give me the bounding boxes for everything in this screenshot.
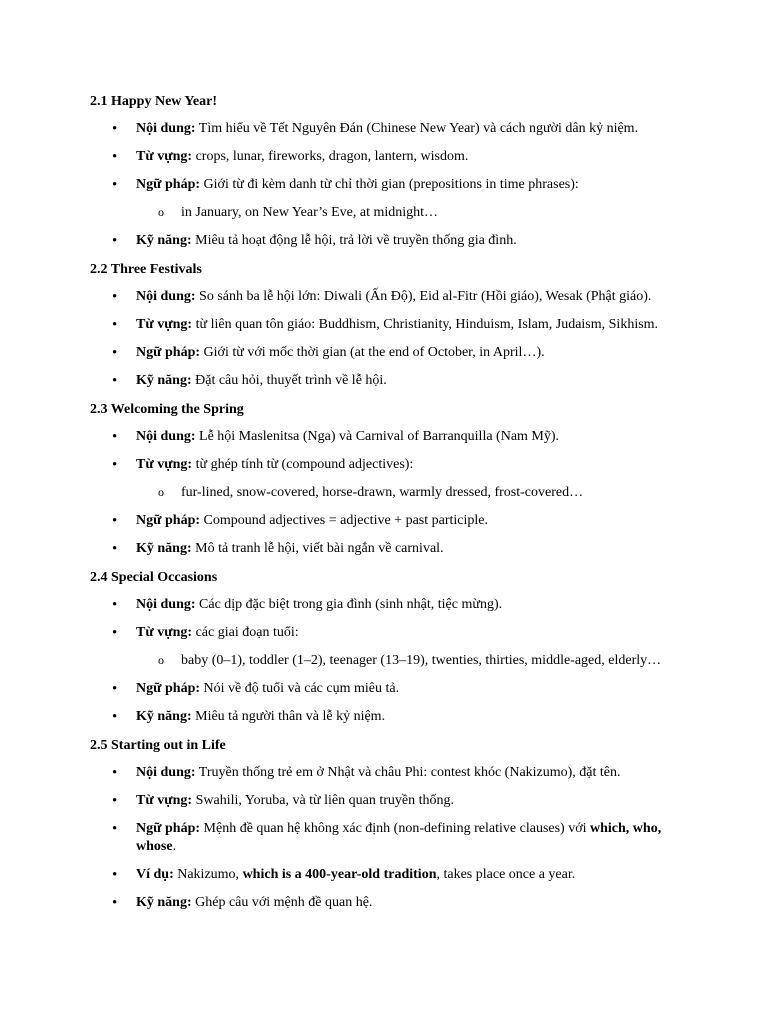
bullet-icon: • xyxy=(112,289,118,305)
section xyxy=(90,260,670,390)
item-label: Kỹ năng: xyxy=(136,541,192,556)
bullet-icon: • xyxy=(112,457,118,473)
list-item xyxy=(90,894,670,912)
bullet-icon: • xyxy=(112,121,118,137)
item-label: Từ vựng: xyxy=(136,625,193,640)
list-item xyxy=(90,344,670,362)
item-text: Compound adjectives = adjective + past participle. xyxy=(200,513,488,528)
list-item xyxy=(90,596,670,614)
sub-item-text: in January, on New Year’s Eve, at midnight… xyxy=(181,205,439,220)
section-title: 2.2 Three Festivals xyxy=(90,262,202,277)
item-label: Từ vựng: xyxy=(136,317,193,332)
item-text: Mô tả tranh lễ hội, viết bài ngắn về carnival. xyxy=(191,541,444,556)
bullet-icon: • xyxy=(112,625,118,641)
list-item xyxy=(90,540,670,558)
item-text: Các dịp đặc biệt trong gia đình (sinh nhật, tiệc mừng). xyxy=(195,597,503,612)
bullet-icon: • xyxy=(112,821,118,837)
item-text-after: , takes place once a year. xyxy=(436,867,576,882)
list-item xyxy=(90,866,670,884)
list-item xyxy=(90,624,670,642)
list-item xyxy=(90,428,670,446)
item-label: Nội dung: xyxy=(136,429,196,444)
circle-bullet-icon: o xyxy=(158,485,164,499)
bullet-icon: • xyxy=(112,709,118,725)
bullet-icon: • xyxy=(112,149,118,165)
item-text: Nakizumo, xyxy=(173,867,243,882)
section-title: 2.1 Happy New Year! xyxy=(90,94,218,109)
item-label: Ngữ pháp: xyxy=(136,177,201,192)
item-label: Kỹ năng: xyxy=(136,373,192,388)
section xyxy=(90,736,670,912)
list-item xyxy=(90,232,670,250)
list-item xyxy=(90,792,670,810)
item-text: Nói về độ tuổi và các cụm miêu tả. xyxy=(200,681,400,696)
item-text: Miêu tả hoạt động lễ hội, trả lời về truyền thống gia đình. xyxy=(191,233,517,248)
item-label: Từ vựng: xyxy=(136,149,193,164)
list-item xyxy=(90,372,670,390)
item-text: Mệnh đề quan hệ không xác định (non-defining relative clauses) với xyxy=(200,821,591,836)
item-label: Từ vựng: xyxy=(136,457,193,472)
item-label: Kỹ năng: xyxy=(136,895,192,910)
item-label: Kỹ năng: xyxy=(136,233,192,248)
circle-bullet-icon: o xyxy=(158,653,164,667)
list-item xyxy=(90,148,670,166)
bullet-icon: • xyxy=(112,177,118,193)
list-item xyxy=(90,316,670,334)
bullet-icon: • xyxy=(112,345,118,361)
bullet-icon: • xyxy=(112,793,118,809)
item-label: Ngữ pháp: xyxy=(136,681,201,696)
item-text: Đặt câu hỏi, thuyết trình về lễ hội. xyxy=(191,373,387,388)
item-text-after: . xyxy=(172,839,177,854)
sub-item-text: baby (0–1), toddler (1–2), teenager (13–19), twenties, thirties, middle-aged, elderly… xyxy=(181,653,662,668)
item-text: Truyền thống trẻ em ở Nhật và châu Phi: contest khóc (Nakizumo), đặt tên. xyxy=(195,765,621,780)
item-label: Ngữ pháp: xyxy=(136,345,201,360)
item-label: Ngữ pháp: xyxy=(136,821,201,836)
item-label: Nội dung: xyxy=(136,597,196,612)
bullet-icon: • xyxy=(112,681,118,697)
bullet-icon: • xyxy=(112,233,118,249)
item-label: Nội dung: xyxy=(136,289,196,304)
list-item xyxy=(90,764,670,782)
list-item xyxy=(90,456,670,474)
item-emphasis: which, who, whose xyxy=(136,821,662,854)
section xyxy=(90,568,670,726)
item-text: Giới từ đi kèm danh từ chỉ thời gian (prepositions in time phrases): xyxy=(200,177,579,192)
bullet-icon: • xyxy=(112,765,118,781)
item-label: Từ vựng: xyxy=(136,793,193,808)
item-text: Miêu tả người thân và lễ kỷ niệm. xyxy=(191,709,386,724)
sub-list-item xyxy=(90,204,670,222)
item-text: các giai đoạn tuổi: xyxy=(192,625,299,640)
sub-item-text: fur-lined, snow-covered, horse-drawn, warmly dressed, frost-covered… xyxy=(181,485,584,500)
section-title: 2.5 Starting out in Life xyxy=(90,738,226,753)
bullet-icon: • xyxy=(112,895,118,911)
section-title: 2.4 Special Occasions xyxy=(90,570,218,585)
item-label: Ví dụ: xyxy=(136,867,174,882)
list-item xyxy=(90,820,670,856)
item-text: So sánh ba lễ hội lớn: Diwali (Ấn Độ), Eid al-Fitr (Hồi giáo), Wesak (Phật giáo). xyxy=(195,289,652,304)
document-body xyxy=(90,92,670,922)
circle-bullet-icon: o xyxy=(158,205,164,219)
list-item xyxy=(90,708,670,726)
sub-list-item xyxy=(90,652,670,670)
bullet-icon: • xyxy=(112,373,118,389)
bullet-icon: • xyxy=(112,541,118,557)
item-text: Tìm hiểu về Tết Nguyên Đán (Chinese New Year) và cách người dân kỷ niệm. xyxy=(195,121,639,136)
bullet-icon: • xyxy=(112,317,118,333)
item-text: từ ghép tính từ (compound adjectives): xyxy=(192,457,414,472)
list-item xyxy=(90,512,670,530)
bullet-icon: • xyxy=(112,429,118,445)
list-item xyxy=(90,680,670,698)
list-item xyxy=(90,288,670,306)
item-emphasis: which is a 400-year-old tradition xyxy=(242,867,437,882)
bullet-icon: • xyxy=(112,597,118,613)
bullet-icon: • xyxy=(112,513,118,529)
item-text: Lễ hội Maslenitsa (Nga) và Carnival of Barranquilla (Nam Mỹ). xyxy=(195,429,560,444)
item-label: Kỹ năng: xyxy=(136,709,192,724)
item-text: Swahili, Yoruba, và từ liên quan truyền thống. xyxy=(192,793,454,808)
item-label: Ngữ pháp: xyxy=(136,513,201,528)
section xyxy=(90,92,670,250)
sub-list-item xyxy=(90,484,670,502)
section-title: 2.3 Welcoming the Spring xyxy=(90,402,244,417)
item-text: crops, lunar, fireworks, dragon, lantern, wisdom. xyxy=(192,149,469,164)
item-text: Giới từ với mốc thời gian (at the end of October, in April…). xyxy=(200,345,545,360)
section xyxy=(90,400,670,558)
list-item xyxy=(90,120,670,138)
item-label: Nội dung: xyxy=(136,121,196,136)
item-text: từ liên quan tôn giáo: Buddhism, Christianity, Hinduism, Islam, Judaism, Sikhism. xyxy=(192,317,659,332)
item-text: Ghép câu với mệnh đề quan hệ. xyxy=(191,895,373,910)
bullet-icon: • xyxy=(112,867,118,883)
list-item xyxy=(90,176,670,194)
item-label: Nội dung: xyxy=(136,765,196,780)
